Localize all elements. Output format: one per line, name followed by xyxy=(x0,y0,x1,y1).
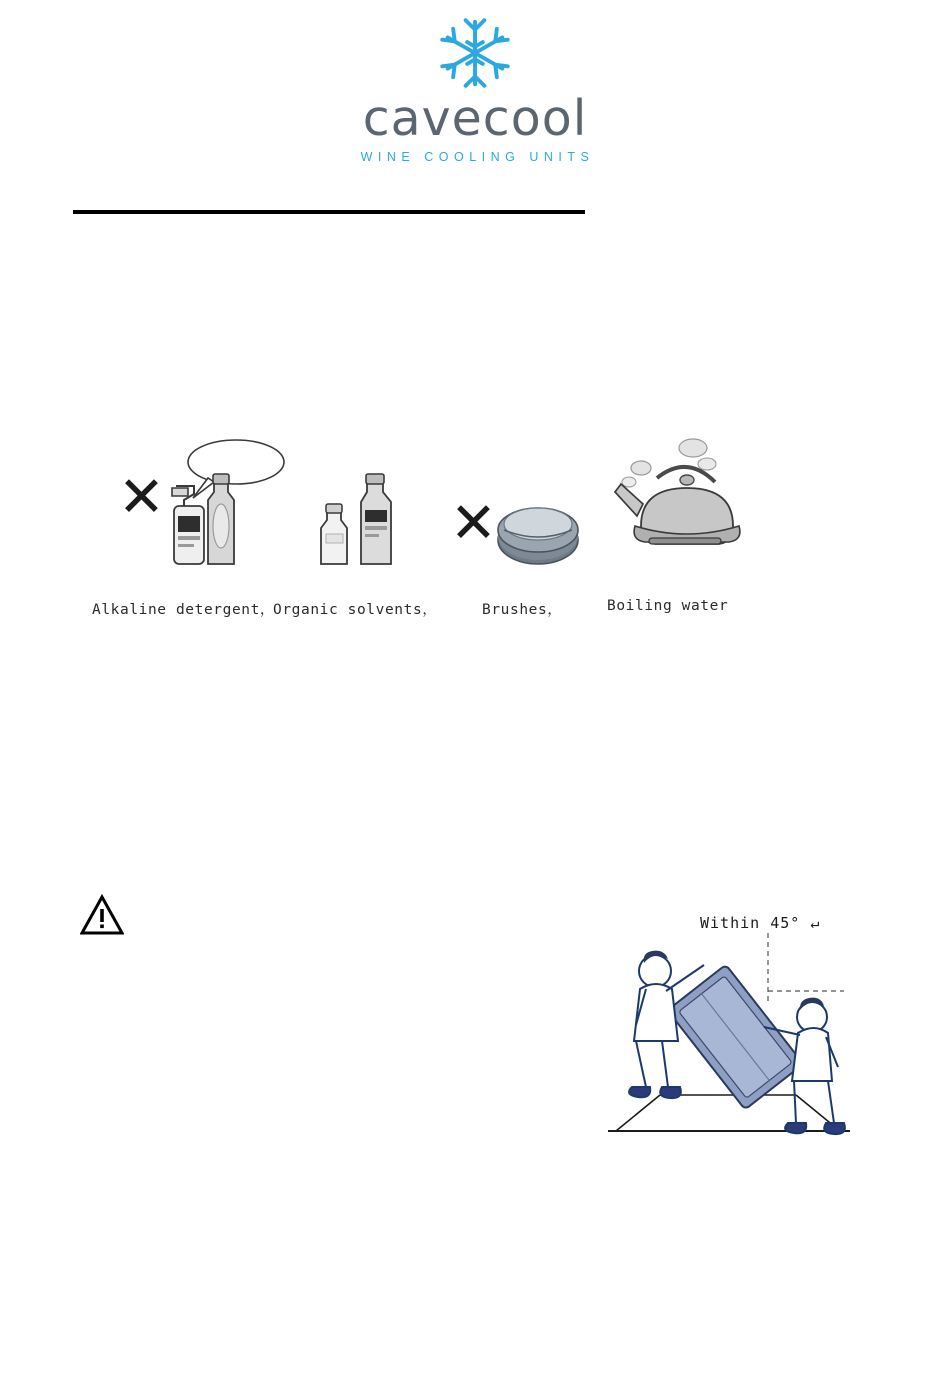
snowflake-icon xyxy=(436,14,514,92)
item-boiling-water xyxy=(595,430,775,614)
logo-wordmark: cavecool xyxy=(362,90,588,147)
caption-alkaline-detergent: Alkaline detergent， xyxy=(92,602,276,618)
within-angle-label: Within 45° ↵ xyxy=(700,914,821,932)
prohibited-cleaning-items-row xyxy=(0,430,950,630)
cross-mark-icon: ✕ xyxy=(450,491,497,556)
caption-brushes: Brushes， xyxy=(482,602,563,618)
cross-mark-icon: ✕ xyxy=(118,465,165,530)
logo-tagline: WINE COOLING UNITS xyxy=(360,150,595,164)
caption-organic-solvents: Organic solvents， xyxy=(273,602,438,618)
two-people-carrying-cabinet-icon xyxy=(600,905,870,1165)
brand-logo xyxy=(0,14,950,164)
lifting-illustration xyxy=(600,905,870,1165)
section-divider xyxy=(73,210,585,214)
caption-boiling-water: Boiling water xyxy=(607,598,729,614)
item-alkaline-detergent xyxy=(92,430,310,618)
item-brushes xyxy=(440,430,610,618)
kettle-icon xyxy=(595,430,775,600)
warning-triangle-icon xyxy=(80,893,124,937)
